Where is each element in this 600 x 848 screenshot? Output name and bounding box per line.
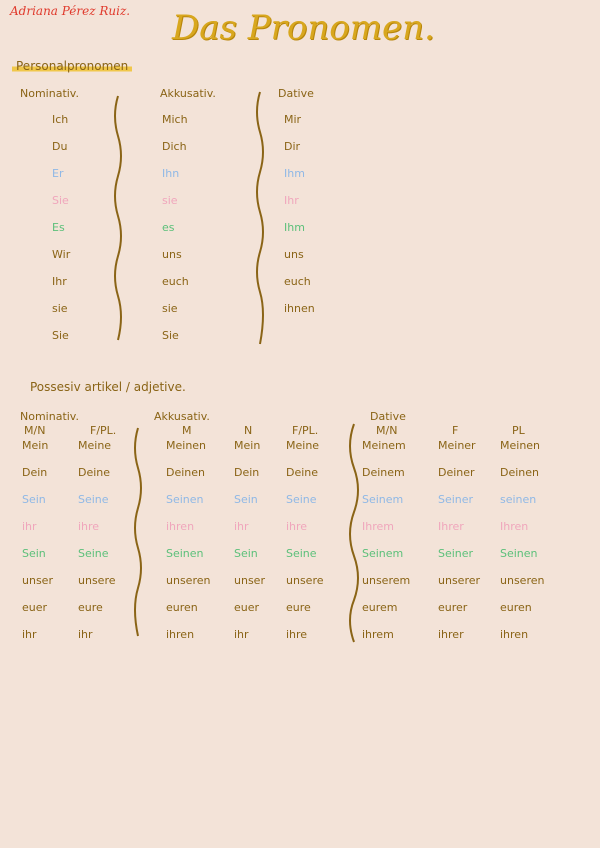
personal-header: Akkusativ. <box>160 87 216 100</box>
dative-cell: uns <box>284 248 304 261</box>
personal-header: Nominativ. <box>20 87 79 100</box>
possessive-cell: Mein <box>234 439 261 452</box>
possessive-subheader: F/PL. <box>292 424 319 437</box>
nominativ-cell: Wir <box>52 248 71 261</box>
possessive-cell: Deinen <box>166 466 206 479</box>
possessive-cell: ihren <box>166 628 195 641</box>
divider-possessive-2 <box>350 424 358 642</box>
possessive-cell: Seine <box>78 547 109 560</box>
dative-cell: euch <box>284 275 311 288</box>
possessive-cell: Deine <box>286 466 319 479</box>
possessive-cell: ihren <box>166 520 195 533</box>
possessive-cell: ihre <box>286 628 308 641</box>
possessive-cell: unserer <box>438 574 481 587</box>
nominativ-cell: Es <box>52 221 65 234</box>
possessive-cell: ihre <box>78 520 100 533</box>
page-title: Das Pronomen. <box>172 8 435 48</box>
possessive-cell: unsere <box>286 574 324 587</box>
akkusativ-cell: sie <box>162 302 178 315</box>
nominativ-cell: sie <box>52 302 68 315</box>
possessive-subheader: M/N <box>376 424 398 437</box>
dative-cell: Ihr <box>284 194 299 207</box>
possessive-cell: unserem <box>362 574 411 587</box>
dative-cell: Mir <box>284 113 302 126</box>
possessive-subheader: M/N <box>24 424 46 437</box>
nominativ-cell: Sie <box>52 329 69 342</box>
possessive-cell: Ihrem <box>362 520 394 533</box>
possessive-cell: euer <box>22 601 48 614</box>
possessive-cell: Deinem <box>362 466 405 479</box>
possessive-cell: ihr <box>22 520 37 533</box>
possessive-cell: euer <box>234 601 260 614</box>
possessive-cell: Meinen <box>166 439 207 452</box>
possessive-cell: Seinem <box>362 493 404 506</box>
nominativ-cell: Sie <box>52 194 69 207</box>
possessive-cell: Seiner <box>438 493 474 506</box>
akkusativ-cell: Dich <box>162 140 187 153</box>
possessive-group-header: Nominativ. <box>20 410 79 423</box>
possessive-cell: seinen <box>500 493 537 506</box>
possessive-subheader: F <box>452 424 459 437</box>
possessive-subheader: M <box>182 424 192 437</box>
dative-cell: Dir <box>284 140 301 153</box>
possessive-cell: unser <box>22 574 53 587</box>
possessive-cell: Ihrer <box>438 520 464 533</box>
possessive-group-header: Dative <box>370 410 406 423</box>
possessive-cell: Dein <box>22 466 48 479</box>
possessive-cell: Deiner <box>438 466 475 479</box>
nominativ-cell: Ihr <box>52 275 67 288</box>
possessive-cell: Deine <box>78 466 111 479</box>
possessive-cell: Sein <box>22 547 46 560</box>
possessive-subheader: N <box>244 424 253 437</box>
possessive-cell: Sein <box>22 493 46 506</box>
possessive-cell: Seinen <box>500 547 538 560</box>
possessive-cell: eurem <box>362 601 398 614</box>
possessive-cell: eure <box>286 601 311 614</box>
possessive-cell: Seinem <box>362 547 404 560</box>
possessive-group-header: Akkusativ. <box>154 410 210 423</box>
nominativ-cell: Du <box>52 140 68 153</box>
divider-possessive-1 <box>135 428 141 636</box>
possessive-cell: ihr <box>22 628 37 641</box>
possessive-cell: Seine <box>286 493 317 506</box>
possessive-cell: ihr <box>78 628 93 641</box>
possessive-cell: unser <box>234 574 265 587</box>
possessive-cell: Meiner <box>438 439 476 452</box>
possessive-cell: Seinen <box>166 493 204 506</box>
possessive-cell: Seine <box>78 493 109 506</box>
possessive-subheader: PL <box>512 424 525 437</box>
dative-cell: ihnen <box>284 302 315 315</box>
divider-personal-2 <box>257 92 263 344</box>
possessive-cell: Sein <box>234 547 258 560</box>
personal-header: Dative <box>278 87 314 100</box>
possessive-cell: ihre <box>286 520 308 533</box>
possessive-cell: unseren <box>166 574 211 587</box>
possessive-cell: eurer <box>438 601 468 614</box>
possessive-cell: Meine <box>286 439 320 452</box>
dative-cell: Ihm <box>284 167 305 180</box>
possessive-cell: unseren <box>500 574 545 587</box>
possessive-cell: Ihren <box>500 520 529 533</box>
possessive-cell: eure <box>78 601 103 614</box>
possessive-cell: ihrer <box>438 628 464 641</box>
akkusativ-cell: uns <box>162 248 182 261</box>
dative-cell: Ihm <box>284 221 305 234</box>
possessive-cell: ihr <box>234 628 249 641</box>
possessive-cell: Meine <box>78 439 112 452</box>
akkusativ-cell: Mich <box>162 113 188 126</box>
akkusativ-cell: euch <box>162 275 189 288</box>
possessive-cell: unsere <box>78 574 116 587</box>
divider-personal-1 <box>115 96 121 340</box>
possessive-cell: euren <box>166 601 198 614</box>
possessive-cell: Seine <box>286 547 317 560</box>
possessive-cell: ihren <box>500 628 529 641</box>
author-signature: Adriana Pérez Ruiz. <box>10 4 131 18</box>
possessive-cell: Deinen <box>500 466 540 479</box>
possessive-cell: ihr <box>234 520 249 533</box>
nominativ-cell: Ich <box>52 113 69 126</box>
possessive-heading: Possesiv artikel / adjetive. <box>30 380 186 394</box>
personal-pronouns-heading-text: Personalpronomen <box>12 59 132 73</box>
akkusativ-cell: Ihn <box>162 167 180 180</box>
possessive-cell: Meinen <box>500 439 541 452</box>
possessive-cell: Meinem <box>362 439 406 452</box>
possessive-cell: Sein <box>234 493 258 506</box>
possessive-cell: ihrem <box>362 628 394 641</box>
possessive-cell: Dein <box>234 466 260 479</box>
possessive-cell: Seiner <box>438 547 474 560</box>
nominativ-cell: Er <box>52 167 64 180</box>
possessive-cell: Seinen <box>166 547 204 560</box>
possessive-cell: euren <box>500 601 532 614</box>
akkusativ-cell: Sie <box>162 329 179 342</box>
possessive-subheader: F/PL. <box>90 424 117 437</box>
possessive-cell: Mein <box>22 439 49 452</box>
akkusativ-cell: sie <box>162 194 178 207</box>
akkusativ-cell: es <box>162 221 175 234</box>
